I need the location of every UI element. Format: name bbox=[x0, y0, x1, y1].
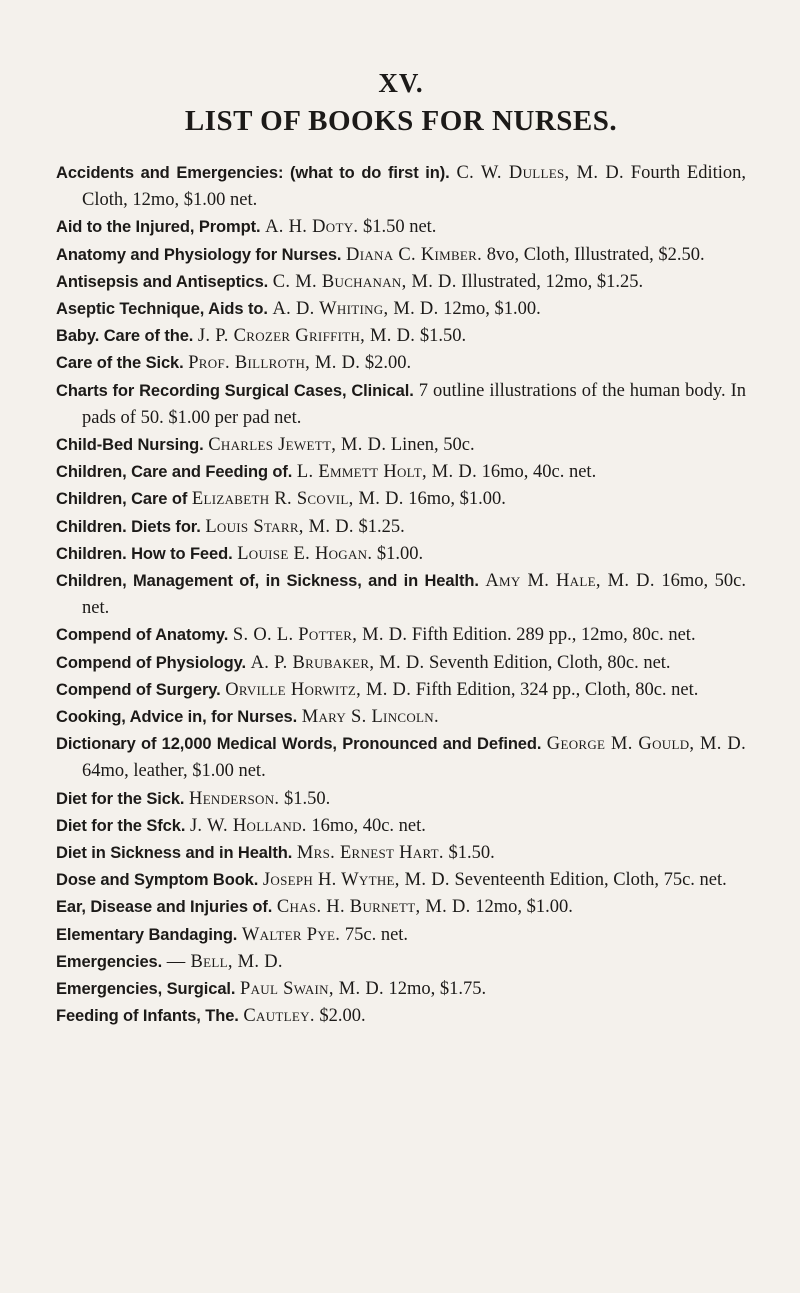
book-title: Children. How to Feed. bbox=[56, 544, 233, 563]
book-entry bbox=[56, 486, 746, 513]
page-number: XV. bbox=[378, 68, 424, 98]
book-details: Seventh Edition, Cloth, 80c. net. bbox=[429, 652, 671, 673]
book-entry bbox=[56, 731, 746, 785]
book-entry bbox=[56, 867, 746, 894]
book-title: Children, Management of, in Sickness, and in Health. bbox=[56, 572, 479, 591]
book-title: Compend of Anatomy. bbox=[56, 626, 229, 645]
book-entry bbox=[56, 622, 746, 649]
book-author: Orville Horwitz, M. D. bbox=[225, 679, 412, 700]
book-title: Dictionary of 12,000 Medical Words, Pronounced and Defined. bbox=[56, 735, 542, 754]
book-title: Diet in Sickness and in Health. bbox=[56, 844, 293, 863]
book-entry bbox=[56, 976, 746, 1003]
book-author: A. P. Brubaker, M. D. bbox=[250, 652, 425, 673]
book-author: Paul Swain, M. D. bbox=[240, 979, 384, 1000]
book-details: $1.50. bbox=[419, 326, 467, 347]
book-entry bbox=[56, 813, 746, 840]
book-author: S. O. L. Potter, M. D. bbox=[232, 625, 408, 646]
book-details: 64mo, leather, $1.00 net. bbox=[82, 761, 266, 782]
book-details: $1.50. bbox=[448, 843, 495, 864]
book-title: Compend of Surgery. bbox=[56, 680, 221, 699]
book-author: J. W. Holland. bbox=[189, 815, 307, 836]
book-title: Emergencies, Surgical. bbox=[56, 980, 236, 999]
book-entry bbox=[56, 541, 746, 568]
book-author: Joseph H. Wythe, M. D. bbox=[262, 870, 450, 891]
book-details: 8vo, Cloth, Illustrated, $2.50. bbox=[486, 244, 705, 265]
book-entry bbox=[56, 786, 746, 813]
book-details: Illustrated, 12mo, $1.25. bbox=[461, 271, 644, 292]
book-author: Diana C. Kimber. bbox=[346, 244, 483, 265]
book-entry bbox=[56, 214, 746, 241]
book-title: Diet for the Sfck. bbox=[56, 816, 186, 835]
book-title: Emergencies. bbox=[56, 952, 163, 971]
book-entry bbox=[56, 378, 746, 432]
book-title: Compend of Physiology. bbox=[56, 653, 246, 672]
book-title: Children, Care of bbox=[56, 490, 188, 509]
book-details: Seventeenth Edition, Cloth, 75c. net. bbox=[454, 870, 727, 891]
book-details: 12mo, $1.00. bbox=[475, 897, 573, 918]
book-author: L. Emmett Holt, M. D. bbox=[296, 462, 477, 483]
book-author: C. W. Dulles, M. D. bbox=[456, 163, 624, 183]
book-details: 75c. net. bbox=[344, 924, 409, 945]
book-title: Ear, Disease and Injuries of. bbox=[56, 898, 273, 917]
book-author: — Bell, M. D. bbox=[166, 951, 283, 972]
book-author: Prof. Billroth, M. D. bbox=[188, 353, 361, 374]
page-title: LIST OF BOOKS FOR NURSES. bbox=[184, 105, 618, 137]
book-author: C. M. Buchanan, M. D. bbox=[272, 271, 457, 292]
book-title: Aid to the Injured, Prompt. bbox=[56, 218, 261, 237]
book-details: 12mo, $1.75. bbox=[388, 979, 487, 1000]
book-list-page bbox=[56, 68, 746, 1031]
book-entry bbox=[56, 242, 746, 269]
book-title: Aseptic Technique, Aids to. bbox=[56, 300, 268, 319]
book-entry bbox=[56, 650, 746, 677]
book-details: 12mo, $1.00. bbox=[443, 299, 541, 320]
book-details: 16mo, 40c. net. bbox=[311, 815, 426, 836]
book-author: Louise E. Hogan. bbox=[237, 543, 373, 564]
book-details: Fourth Edition, Cloth, 12mo, $1.00 net. bbox=[82, 163, 747, 211]
book-entry bbox=[56, 432, 746, 459]
book-entry bbox=[56, 514, 746, 541]
book-author: George M. Gould, M. D. bbox=[546, 734, 747, 755]
book-author: Charles Jewett, M. D. bbox=[208, 435, 387, 456]
book-details: $1.25. bbox=[358, 516, 405, 537]
book-title: Child-Bed Nursing. bbox=[56, 436, 204, 455]
book-author: J. P. Crozer Griffith, M. D. bbox=[197, 326, 416, 347]
book-title: Antisepsis and Antiseptics. bbox=[56, 272, 269, 291]
book-entry bbox=[56, 350, 746, 377]
book-entry bbox=[56, 323, 746, 350]
book-author: Chas. H. Burnett, M. D. bbox=[276, 897, 471, 918]
book-entry bbox=[56, 677, 746, 704]
book-title: Children, Care and Feeding of. bbox=[56, 463, 293, 482]
book-entry bbox=[56, 459, 746, 486]
book-title: Cooking, Advice in, for Nurses. bbox=[56, 708, 298, 727]
book-author: Henderson. bbox=[189, 788, 280, 809]
book-entry bbox=[56, 922, 746, 949]
book-author: Amy M. Hale, M. D. bbox=[485, 571, 655, 592]
book-entry bbox=[56, 704, 746, 731]
book-details: Fifth Edition, 324 pp., Cloth, 80c. net. bbox=[415, 679, 699, 700]
book-entry bbox=[56, 840, 746, 867]
book-author: Mrs. Ernest Hart. bbox=[296, 843, 444, 864]
book-title: Elementary Bandaging. bbox=[56, 925, 238, 944]
book-details: $1.50. bbox=[283, 788, 331, 809]
book-author: A. D. Whiting, M. D. bbox=[272, 299, 439, 320]
book-title: Baby. Care of the. bbox=[56, 327, 194, 346]
book-title: Diet for the Sick. bbox=[56, 789, 185, 808]
book-title: Dose and Symptom Book. bbox=[56, 871, 259, 890]
book-author: A. H. Doty. bbox=[265, 217, 359, 238]
book-details: $1.50 net. bbox=[362, 217, 437, 238]
book-title: Care of the Sick. bbox=[56, 354, 184, 373]
book-details: 16mo, 40c. net. bbox=[481, 462, 597, 483]
book-title: Anatomy and Physiology for Nurses. bbox=[56, 245, 342, 264]
book-entry bbox=[56, 949, 746, 976]
book-author: Cautley. bbox=[243, 1006, 315, 1027]
book-details: 16mo, 50c. net. bbox=[82, 571, 747, 619]
book-details: 7 outline illustrations of the human body. In pads of 50. $1.00 per pad net. bbox=[82, 380, 746, 428]
book-title: Feeding of Infants, The. bbox=[56, 1007, 239, 1026]
book-entry bbox=[56, 296, 746, 323]
book-title: Accidents and Emergencies: (what to do first in). bbox=[56, 164, 450, 182]
book-author: Walter Pye. bbox=[241, 924, 341, 945]
book-list bbox=[56, 160, 746, 1031]
book-details: $1.00. bbox=[376, 543, 424, 564]
book-entry bbox=[56, 894, 746, 921]
book-entry bbox=[56, 269, 746, 296]
book-entry bbox=[56, 568, 746, 622]
book-details: 16mo, $1.00. bbox=[408, 489, 506, 510]
book-author: Mary S. Lincoln. bbox=[301, 707, 439, 728]
book-title: Charts for Recording Surgical Cases, Clinical. bbox=[56, 381, 414, 400]
book-entry bbox=[56, 160, 746, 214]
book-details: $2.00. bbox=[364, 353, 412, 374]
book-details: Linen, 50c. bbox=[390, 435, 475, 456]
book-author: Louis Starr, M. D. bbox=[205, 516, 354, 537]
book-details: $2.00. bbox=[319, 1006, 366, 1027]
book-details: Fifth Edition. 289 pp., 12mo, 80c. net. bbox=[411, 625, 696, 646]
book-author: Elizabeth R. Scovil, M. D. bbox=[191, 489, 404, 510]
book-entry bbox=[56, 1003, 746, 1030]
book-title: Children. Diets for. bbox=[56, 517, 201, 536]
